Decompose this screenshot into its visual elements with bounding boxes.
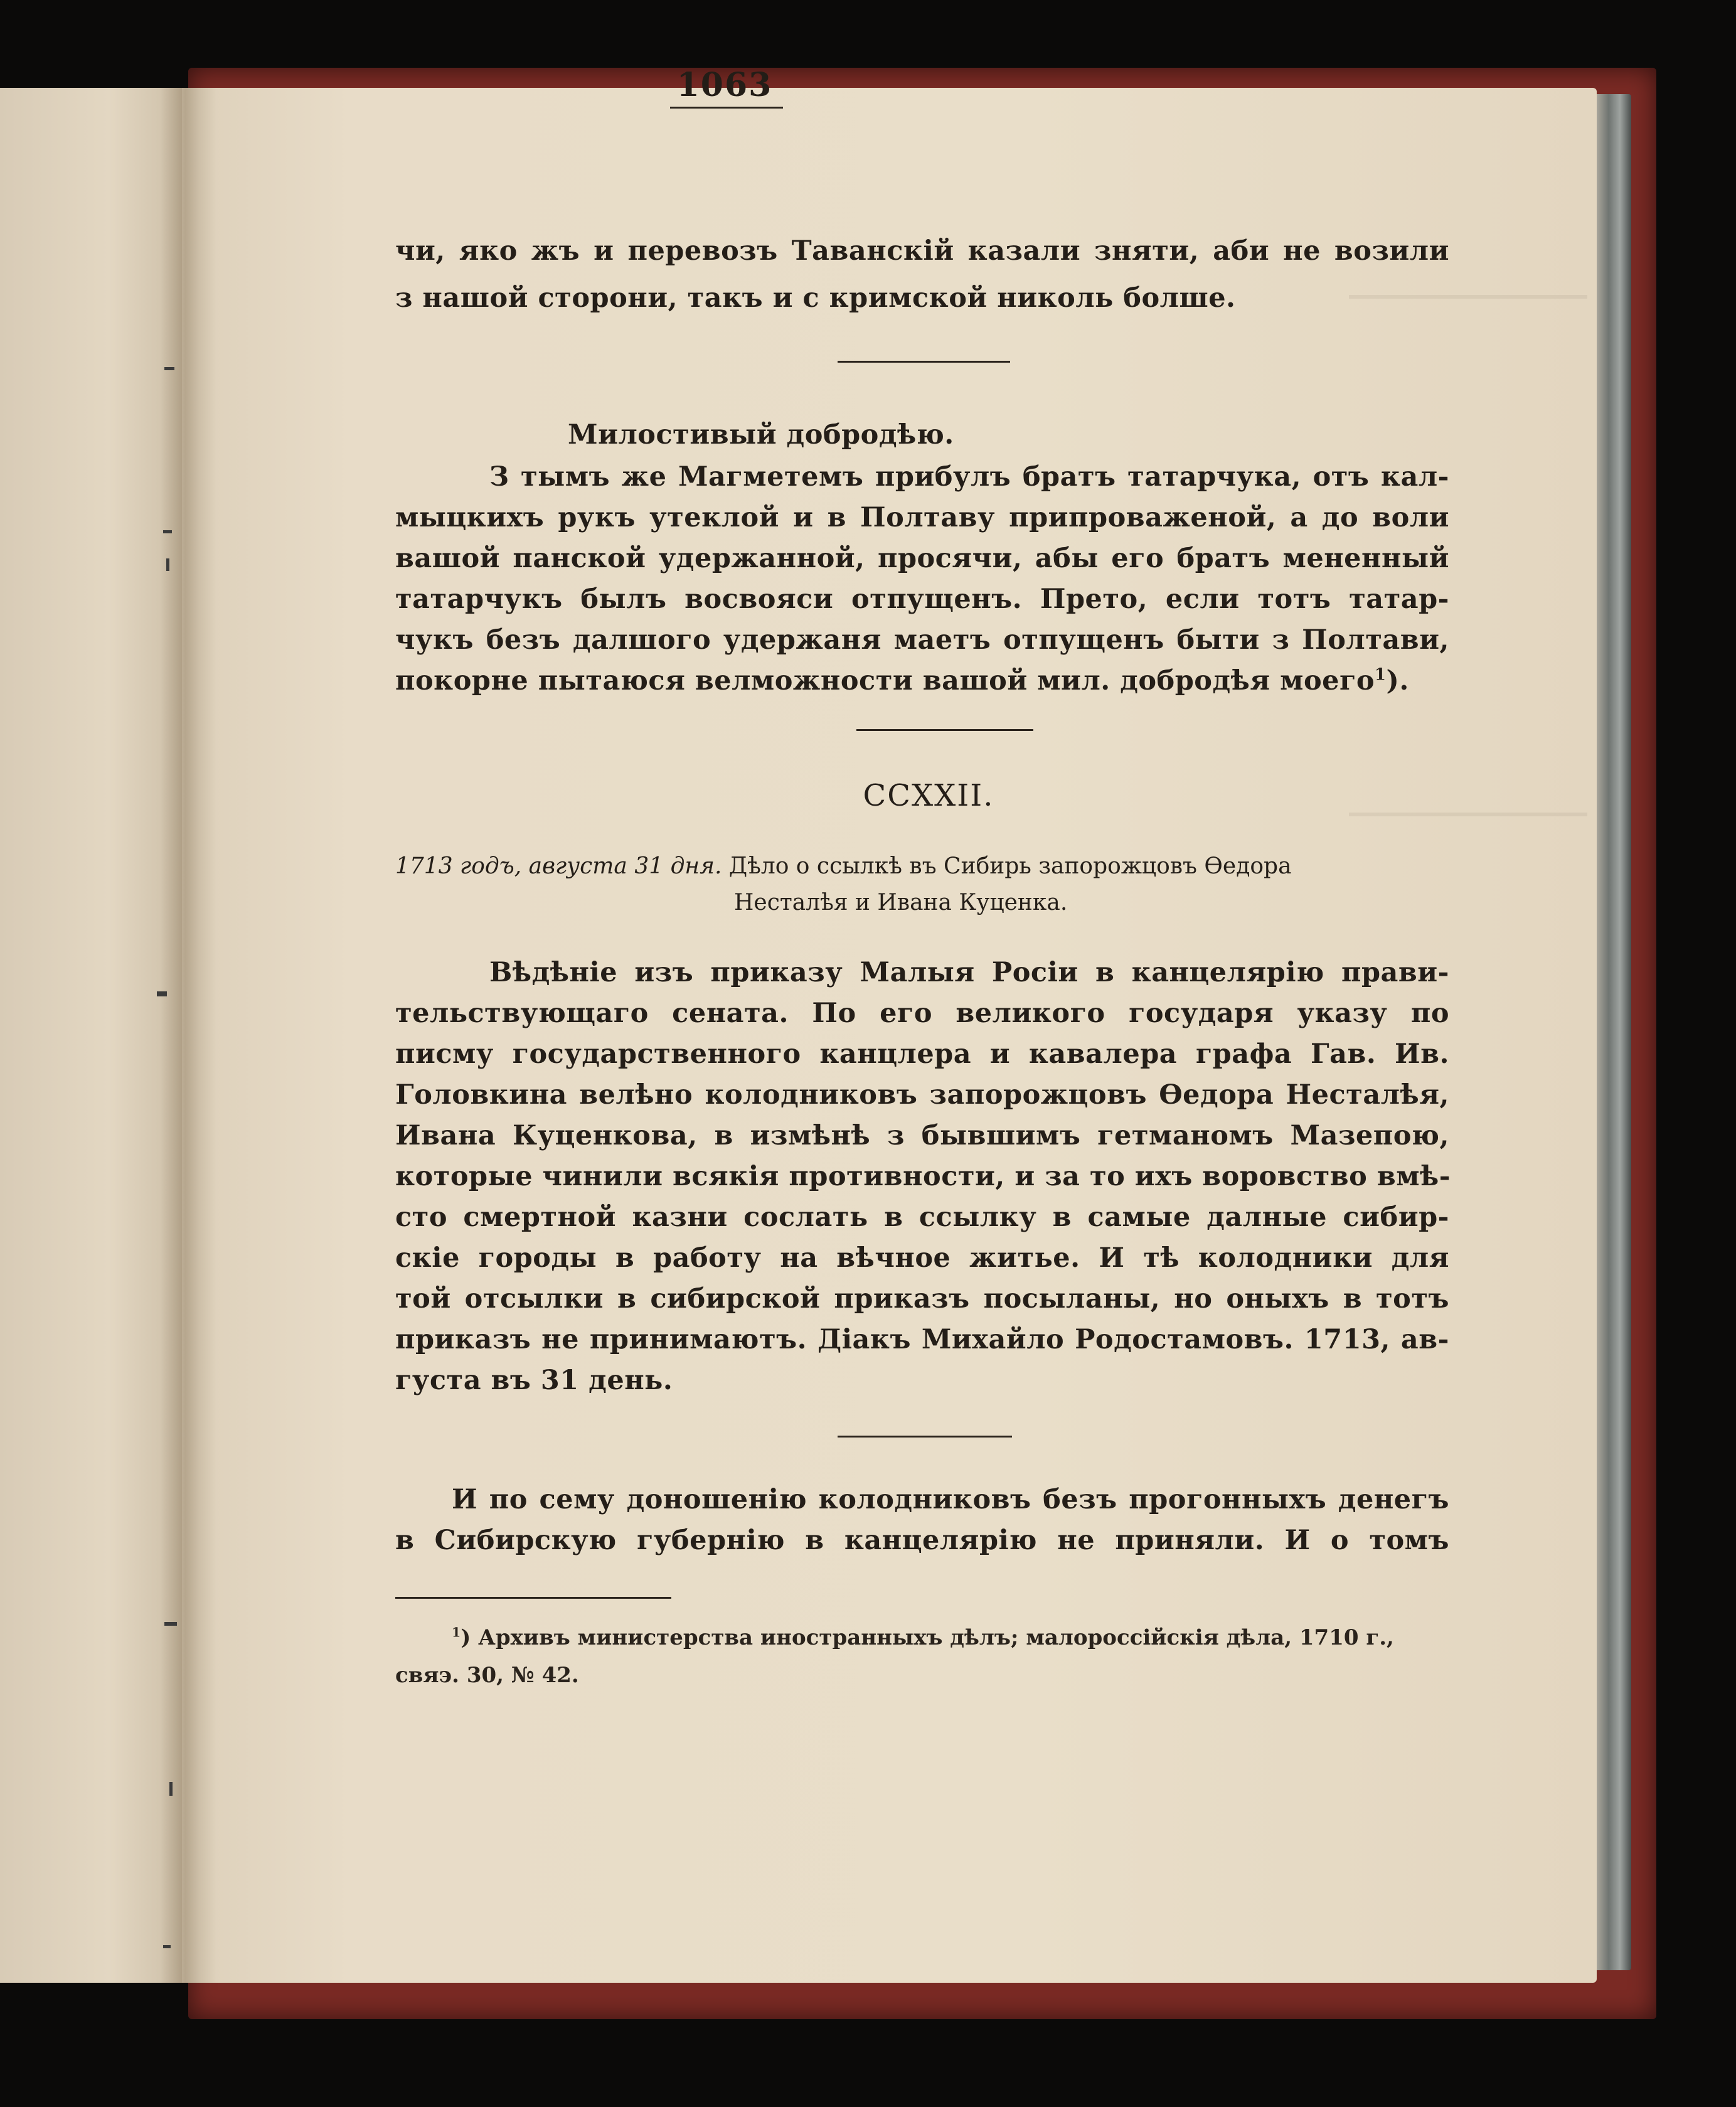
footnote-rule (395, 1597, 671, 1599)
section-title: Дѣло о ссылкѣ въ Сибирь запорожцовъ Өедора (728, 853, 1292, 879)
text-line: той отсылки в сибирской приказъ посыланы, но оныхъ в тотъ (395, 1283, 1449, 1315)
text-line: З тымъ же Магметемъ прибулъ братъ татарчука, отъ кал- (489, 461, 1449, 493)
section-title-line-2: Несталѣя и Ивана Куценка. (734, 890, 1068, 915)
section-divider (838, 1436, 1012, 1438)
stitch-mark (163, 1945, 171, 1948)
text-line: вашой панской удержанной, просячи, абы его братъ мененный (395, 543, 1449, 574)
letter-salutation: Милостивый добродѣю. (568, 419, 954, 451)
text-line: Вѣдѣніе изъ приказу Малыя Росіи в канцелярію прави- (489, 957, 1449, 988)
text-line: сто смертной казни сослать в ссылку в самые далные сибир- (395, 1202, 1449, 1233)
text-line: з нашой сторони, такъ и с кримской николь болше. (395, 282, 1236, 314)
text-line: татарчукъ былъ восвояси отпущенъ. Прето, если тотъ татар- (395, 584, 1449, 615)
footnote-ref: 1 (1375, 665, 1387, 685)
right-page (182, 88, 1597, 1983)
bleed-through (1349, 813, 1587, 816)
text-line: мыцкихъ рукъ утеклой и в Полтаву припроваженой, а до воли (395, 502, 1449, 533)
bleed-through (1349, 295, 1587, 299)
stitch-mark (157, 991, 167, 996)
text-line: чи, яко жъ и перевозъ Таванскій казали зняти, аби не возили (395, 235, 1449, 267)
section-divider (838, 361, 1010, 363)
text-line: И по сему доношенію колодниковъ безъ прогонныхъ денегъ (452, 1484, 1449, 1515)
stitch-mark (164, 1622, 177, 1626)
text-line: тельствующаго сената. По его великого государя указу по (395, 998, 1449, 1029)
footnote-line-1 (452, 1625, 1394, 1650)
page-number-rule (670, 107, 783, 109)
text-line: Ивана Куценкова, в измѣнѣ з бывшимъ гетманомъ Мазепою, (395, 1120, 1449, 1151)
footnote-line-2: свяэ. 30, № 42. (395, 1663, 579, 1688)
section-divider (856, 729, 1033, 731)
stitch-mark (164, 367, 174, 370)
left-facing-page (0, 88, 182, 1983)
text-line: Головкина велѣно колодниковъ запорожцовъ Өедора Несталѣя, (395, 1079, 1449, 1111)
text-line: чукъ безъ далшого удержаня маетъ отпущенъ быти з Полтави, (395, 624, 1449, 656)
text-line: густа въ 31 день. (395, 1365, 673, 1396)
page-number: 1063 (676, 66, 773, 104)
text-line: которые чинили всякія противности, и за то ихъ воровство вмѣ- (395, 1161, 1451, 1192)
text-line: покорне пытаюся велможности вашой мил. добродѣя моего (395, 665, 1375, 696)
text-line: писму государственного канцлера и кавалера графа Гав. Ив. (395, 1038, 1449, 1070)
section-title-line-1 (395, 853, 1292, 879)
text-line: приказъ не принимаютъ. Діакъ Михайло Родостамовъ. 1713, ав- (395, 1324, 1449, 1355)
text-line: скіе городы в работу на вѣчное житье. И тѣ колодники для (395, 1242, 1449, 1274)
section-date: 1713 годъ, августа 31 дня. (395, 853, 722, 879)
stitch-mark (169, 1782, 173, 1796)
text-line-with-footnote (395, 665, 1409, 696)
footnote-marker: 1 (452, 1624, 461, 1640)
text-line-closing: ). (1386, 665, 1409, 696)
section-number: CCXXII. (863, 778, 994, 813)
text-line: в Сибирскую губернію в канцелярію не приняли. И о томъ (395, 1525, 1449, 1556)
stitch-mark (163, 530, 172, 533)
page-edges (1594, 94, 1631, 1970)
stitch-mark (166, 558, 169, 571)
footnote-text: ) Архивъ министерства иностранныхъ дѣлъ; малороссійскія дѣла, 1710 г., (461, 1625, 1394, 1650)
gutter-shadow (160, 88, 216, 1983)
